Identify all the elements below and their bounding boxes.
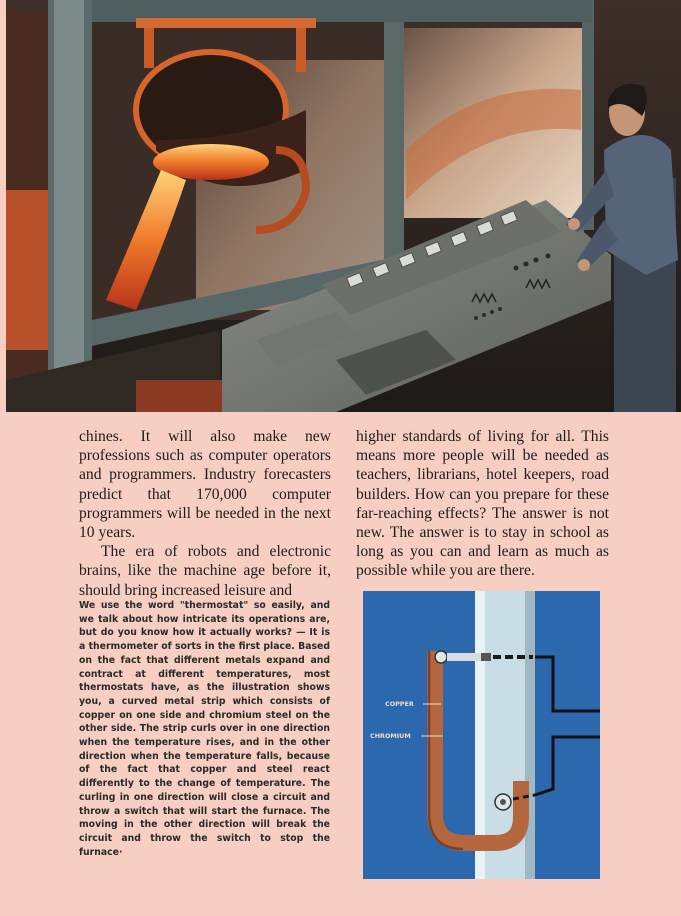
article-paragraph: higher standards of living for all. This means more people will be needed as teachers, librarians, hotel keepers, road builders. How can you prepare for these far-reaching effects? The answer is not new. The answer is to stay in school as long as you can and learn as much as possible while you are there.: [356, 428, 609, 580]
copper-label: COPPER: [385, 700, 414, 708]
article-paragraph: chines. It will also make new professions such as computer operators and programmers. Industry forecasters predict that 170,000 computer programmers will be needed in the next 10 years.: [79, 428, 331, 542]
thermostat-caption: We use the word "thermostat" so easily, and we talk about how intricate its operations are, but do you know how it actually works? — It is a thermometer of sorts in the first place. Based on the fact that different metals expand and contract at different temperatures, most thermostats have, as the illustration shows you, a curved metal strip which consists of copper on one side and chromium steel on the other side. The strip curls over in one direction when the temperature rises, and in the other direction when the temperature falls, because of the fact that copper and steel react differently to the change of temperature. The curling in one direction will close a circuit and throw a switch that will start the furnace. The moving in the other direction will break the circuit and throw the switch to stop the furnace·: [79, 600, 330, 858]
article-column-right: [356, 427, 609, 581]
steel-mill-control-room-icon: [6, 0, 681, 412]
article-column-left: [79, 427, 331, 600]
article-paragraph: The era of robots and electronic brains, like the machine age before it, should bring increased leisure and: [79, 543, 331, 599]
bimetal-strip-icon: [363, 591, 600, 879]
steel-mill-illustration: [6, 0, 681, 412]
chromium-label: CHROMIUM: [370, 732, 411, 740]
thermostat-diagram: [363, 591, 600, 879]
